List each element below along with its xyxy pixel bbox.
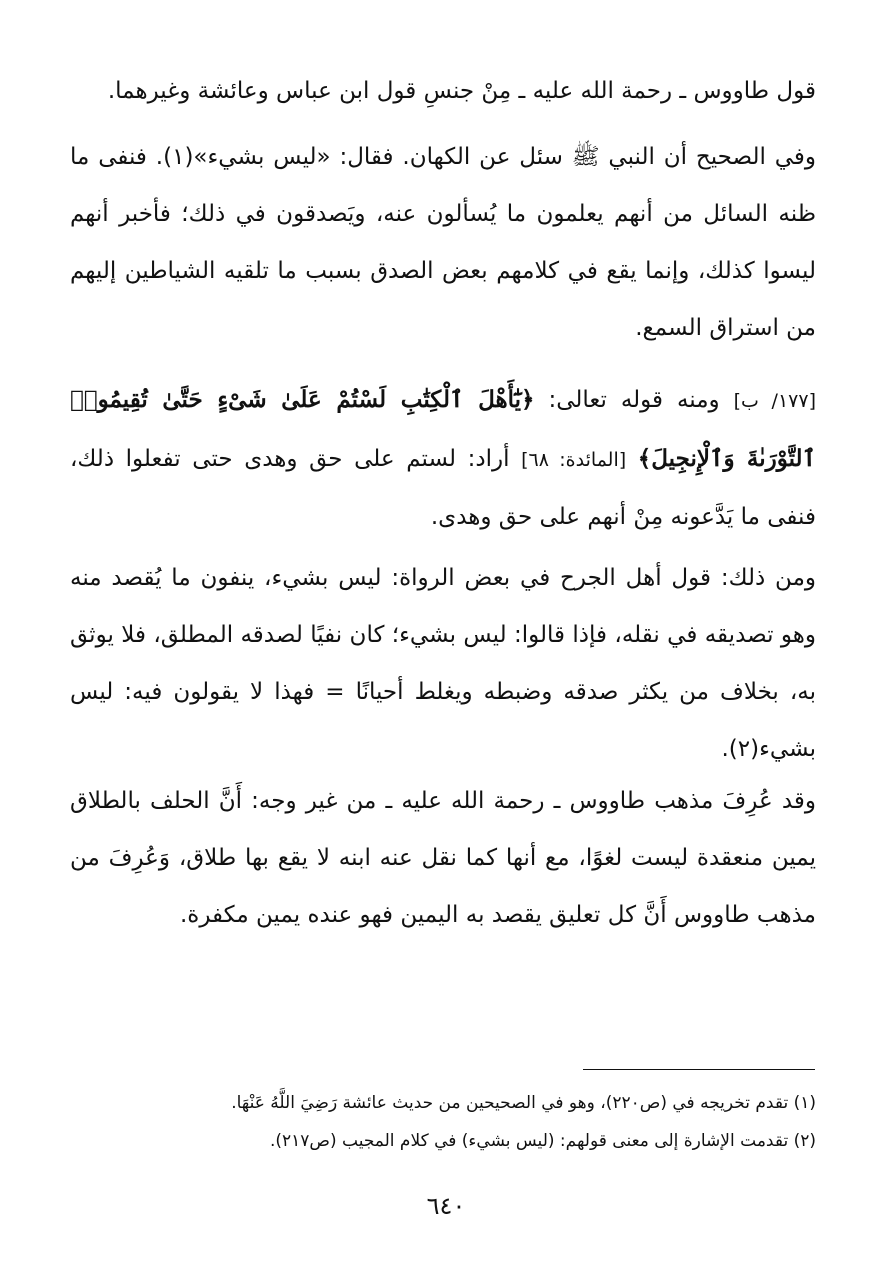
paragraph-1: وفي الصحيح أن النبي ﷺ سئل عن الكهان. فقال: «ليس بشيء»(١). فنفى ما ظنه السائل من أنهم يعلمون ما يُسألون عنه، ويَصدقون في ذلك؛ فأخبر أنهم ليسوا كذلك، وإنما يقع في كلامهم بعض الصدق بسبب ما تلقيه الشياطين إليهم من استراق السمع. <box>70 144 816 341</box>
footnote-2: (٢) تقدمت الإشارة إلى معنى قولهم: (ليس بشيء) في كلام المجيب (ص٢١٧). <box>269 1131 816 1151</box>
paragraph-2 <box>70 371 816 546</box>
footnote-1: (١) تقدم تخريجه في (ص٢٢٠)، وهو في الصحيحين من حديث عائشة رَضِيَ اللَّهُ عَنْهَا. <box>231 1093 816 1113</box>
paragraph-3: ومن ذلك: قول أهل الجرح في بعض الرواة: ليس بشيء، ينفون ما يُقصد منه وهو تصديقه في نقله، فإذا قالوا: ليس بشيء؛ كان نفيًا لصدقه المطلق، فلا يوثق به، بخلاف من يكثر صدقه وضبطه ويغلط أحيانًا = فهذا لا يقولون فيه: ليس بشيء(٢). <box>70 565 816 762</box>
footnote-divider <box>583 1069 815 1070</box>
paragraph-4: وقد عُرِفَ مذهب طاووس ـ رحمة الله عليه ـ من غير وجه: أَنَّ الحلف بالطلاق يمين منعقدة ليست لغوًا، مع أنها كما نقل عنه ابنه لا يقع بها طلاق، وَعُرِفَ من مذهب طاووس أَنَّ كل تعليق يقصد به اليمين فهو عنده يمين مكفرة. <box>70 788 816 928</box>
quran-source-ref: [المائدة: ٦٨] <box>521 449 627 471</box>
manuscript-folio-ref: [١٧٧/ ب] <box>733 390 816 412</box>
quran-verse: ﴿يَٰٓأَهْلَ ٱلْكِتَٰبِ لَسْتُمْ عَلَىٰ شَىْءٍ حَتَّىٰ تُقِيمُوا۟ ٱلتَّوْرَىٰةَ وَٱلْإِنجِيلَ﴾ <box>70 386 817 472</box>
paragraph-0: قول طاووس ـ رحمة الله عليه ـ مِنْ جنسِ قول ابن عباس وعائشة وغيرهما. <box>107 78 816 104</box>
paragraph-2-commentary: أراد: لستم على حق وهدى حتى تفعلوا ذلك، فنفى ما يَدَّعونه مِنْ أنهم على حق وهدى. <box>70 446 816 530</box>
footnotes-section <box>100 1084 816 1160</box>
page-number: ٦٤٠ <box>426 1192 466 1220</box>
paragraph-2-intro: ومنه قوله تعالى: <box>548 387 720 413</box>
